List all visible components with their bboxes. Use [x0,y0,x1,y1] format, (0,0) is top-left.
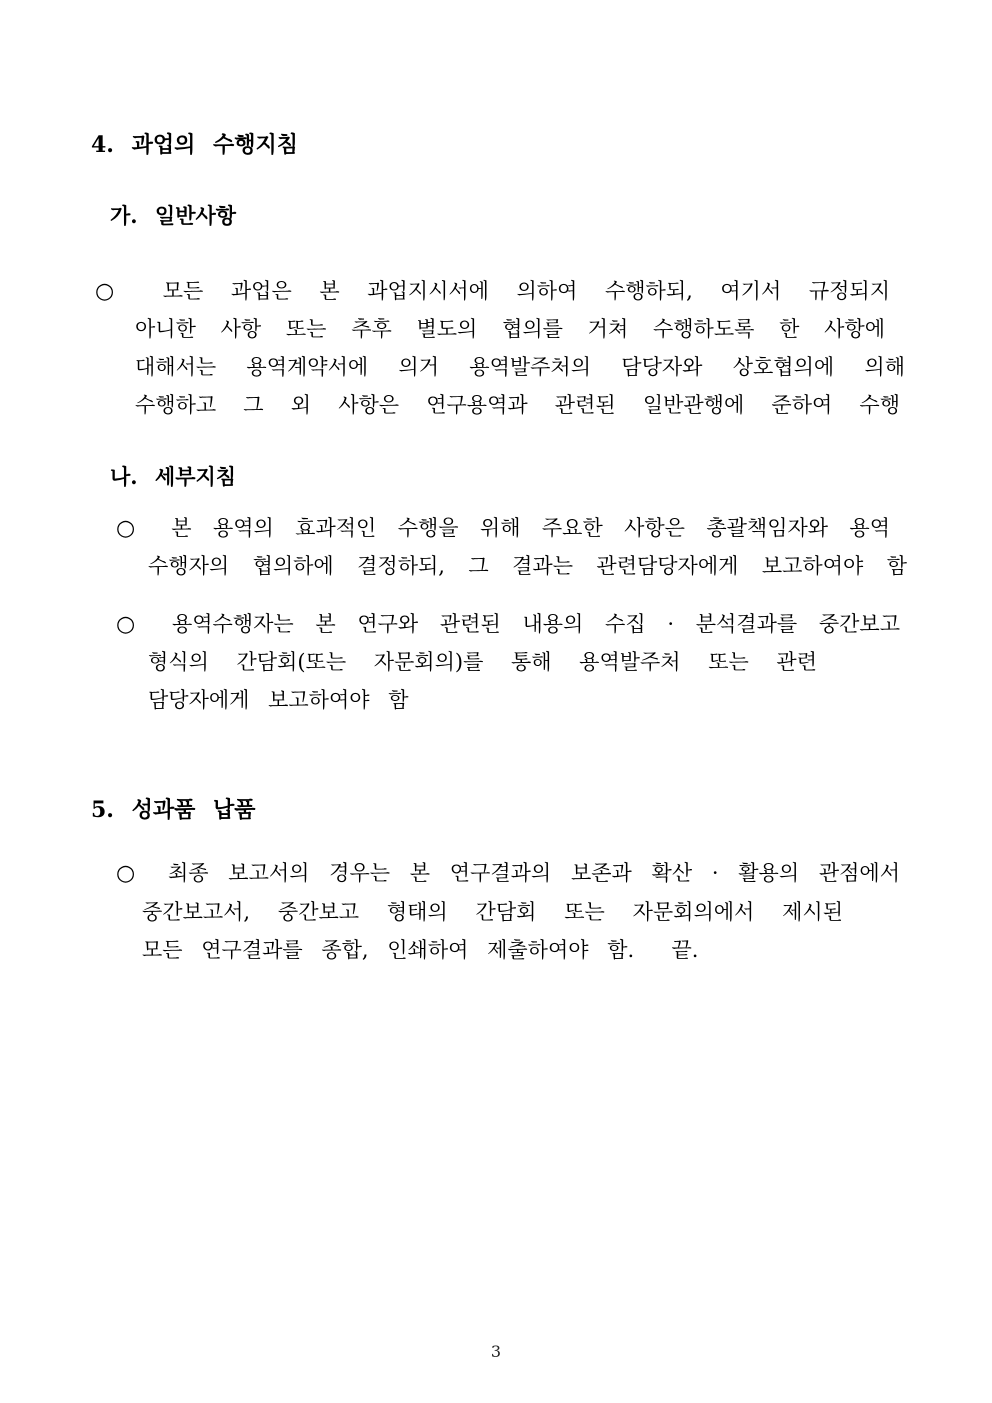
bullet-line-continuation [142,931,698,969]
bullet-line-continuation [135,386,900,424]
bullet-line-continuation [142,893,843,931]
subsection-na-heading: 나. 세부지침 [110,464,237,489]
bullet-line-continuation [148,643,817,681]
section-4-heading: 4. 과업의 수행지침 [91,132,299,158]
bullet-line [95,272,890,310]
bullet-line-continuation [135,348,905,386]
line-text: 수행자의 협의하에 결정하되, 그 결과는 관련담당자에게 보고하여야 함 [148,554,907,578]
line-text: 모든 연구결과를 종합, 인쇄하여 제출하여야 함. 끝. [142,938,699,962]
line-text: 용역수행자는 본 연구와 관련된 내용의 수집 · 분석결과를 중간보고 [171,612,900,636]
line-text: 형식의 간담회(또는 자문회의)를 통해 용역발주처 또는 관련 [148,650,817,674]
subsection-ga-heading: 가. 일반사항 [110,203,237,228]
line-text: 최종 보고서의 경우는 본 연구결과의 보존과 확산 · 활용의 관점에서 [168,861,900,885]
section-5-heading: 5. 성과품 납품 [91,797,256,823]
bullet-marker: ○ [116,861,149,886]
page-number: 3 [490,1342,502,1361]
bullet-marker: ○ [116,612,151,637]
bullet-line-continuation [148,547,907,585]
bullet-line [116,854,900,892]
line-text: 수행하고 그 외 사항은 연구용역과 관련된 일반관행에 준하여 수행 [135,393,900,417]
line-text: 중간보고서, 중간보고 형태의 간담회 또는 자문회의에서 제시된 [142,900,843,924]
line-text: 모든 과업은 본 과업지시서에 의하여 수행하되, 여기서 규정되지 [162,279,890,303]
line-text: 본 용역의 효과적인 수행을 위해 주요한 사항은 총괄책임자와 용역 [171,516,890,540]
bullet-line-continuation [135,310,885,348]
bullet-line [116,605,900,643]
bullet-marker: ○ [95,279,136,304]
line-text: 담당자에게 보고하여야 함 [148,688,409,712]
bullet-marker: ○ [116,516,150,541]
bullet-line [116,509,890,547]
bullet-line-continuation [148,681,409,719]
line-text: 아니한 사항 또는 추후 별도의 협의를 거쳐 수행하도록 한 사항에 [135,317,885,341]
line-text: 대해서는 용역계약서에 의거 용역발주처의 담당자와 상호협의에 의해 [135,355,905,379]
